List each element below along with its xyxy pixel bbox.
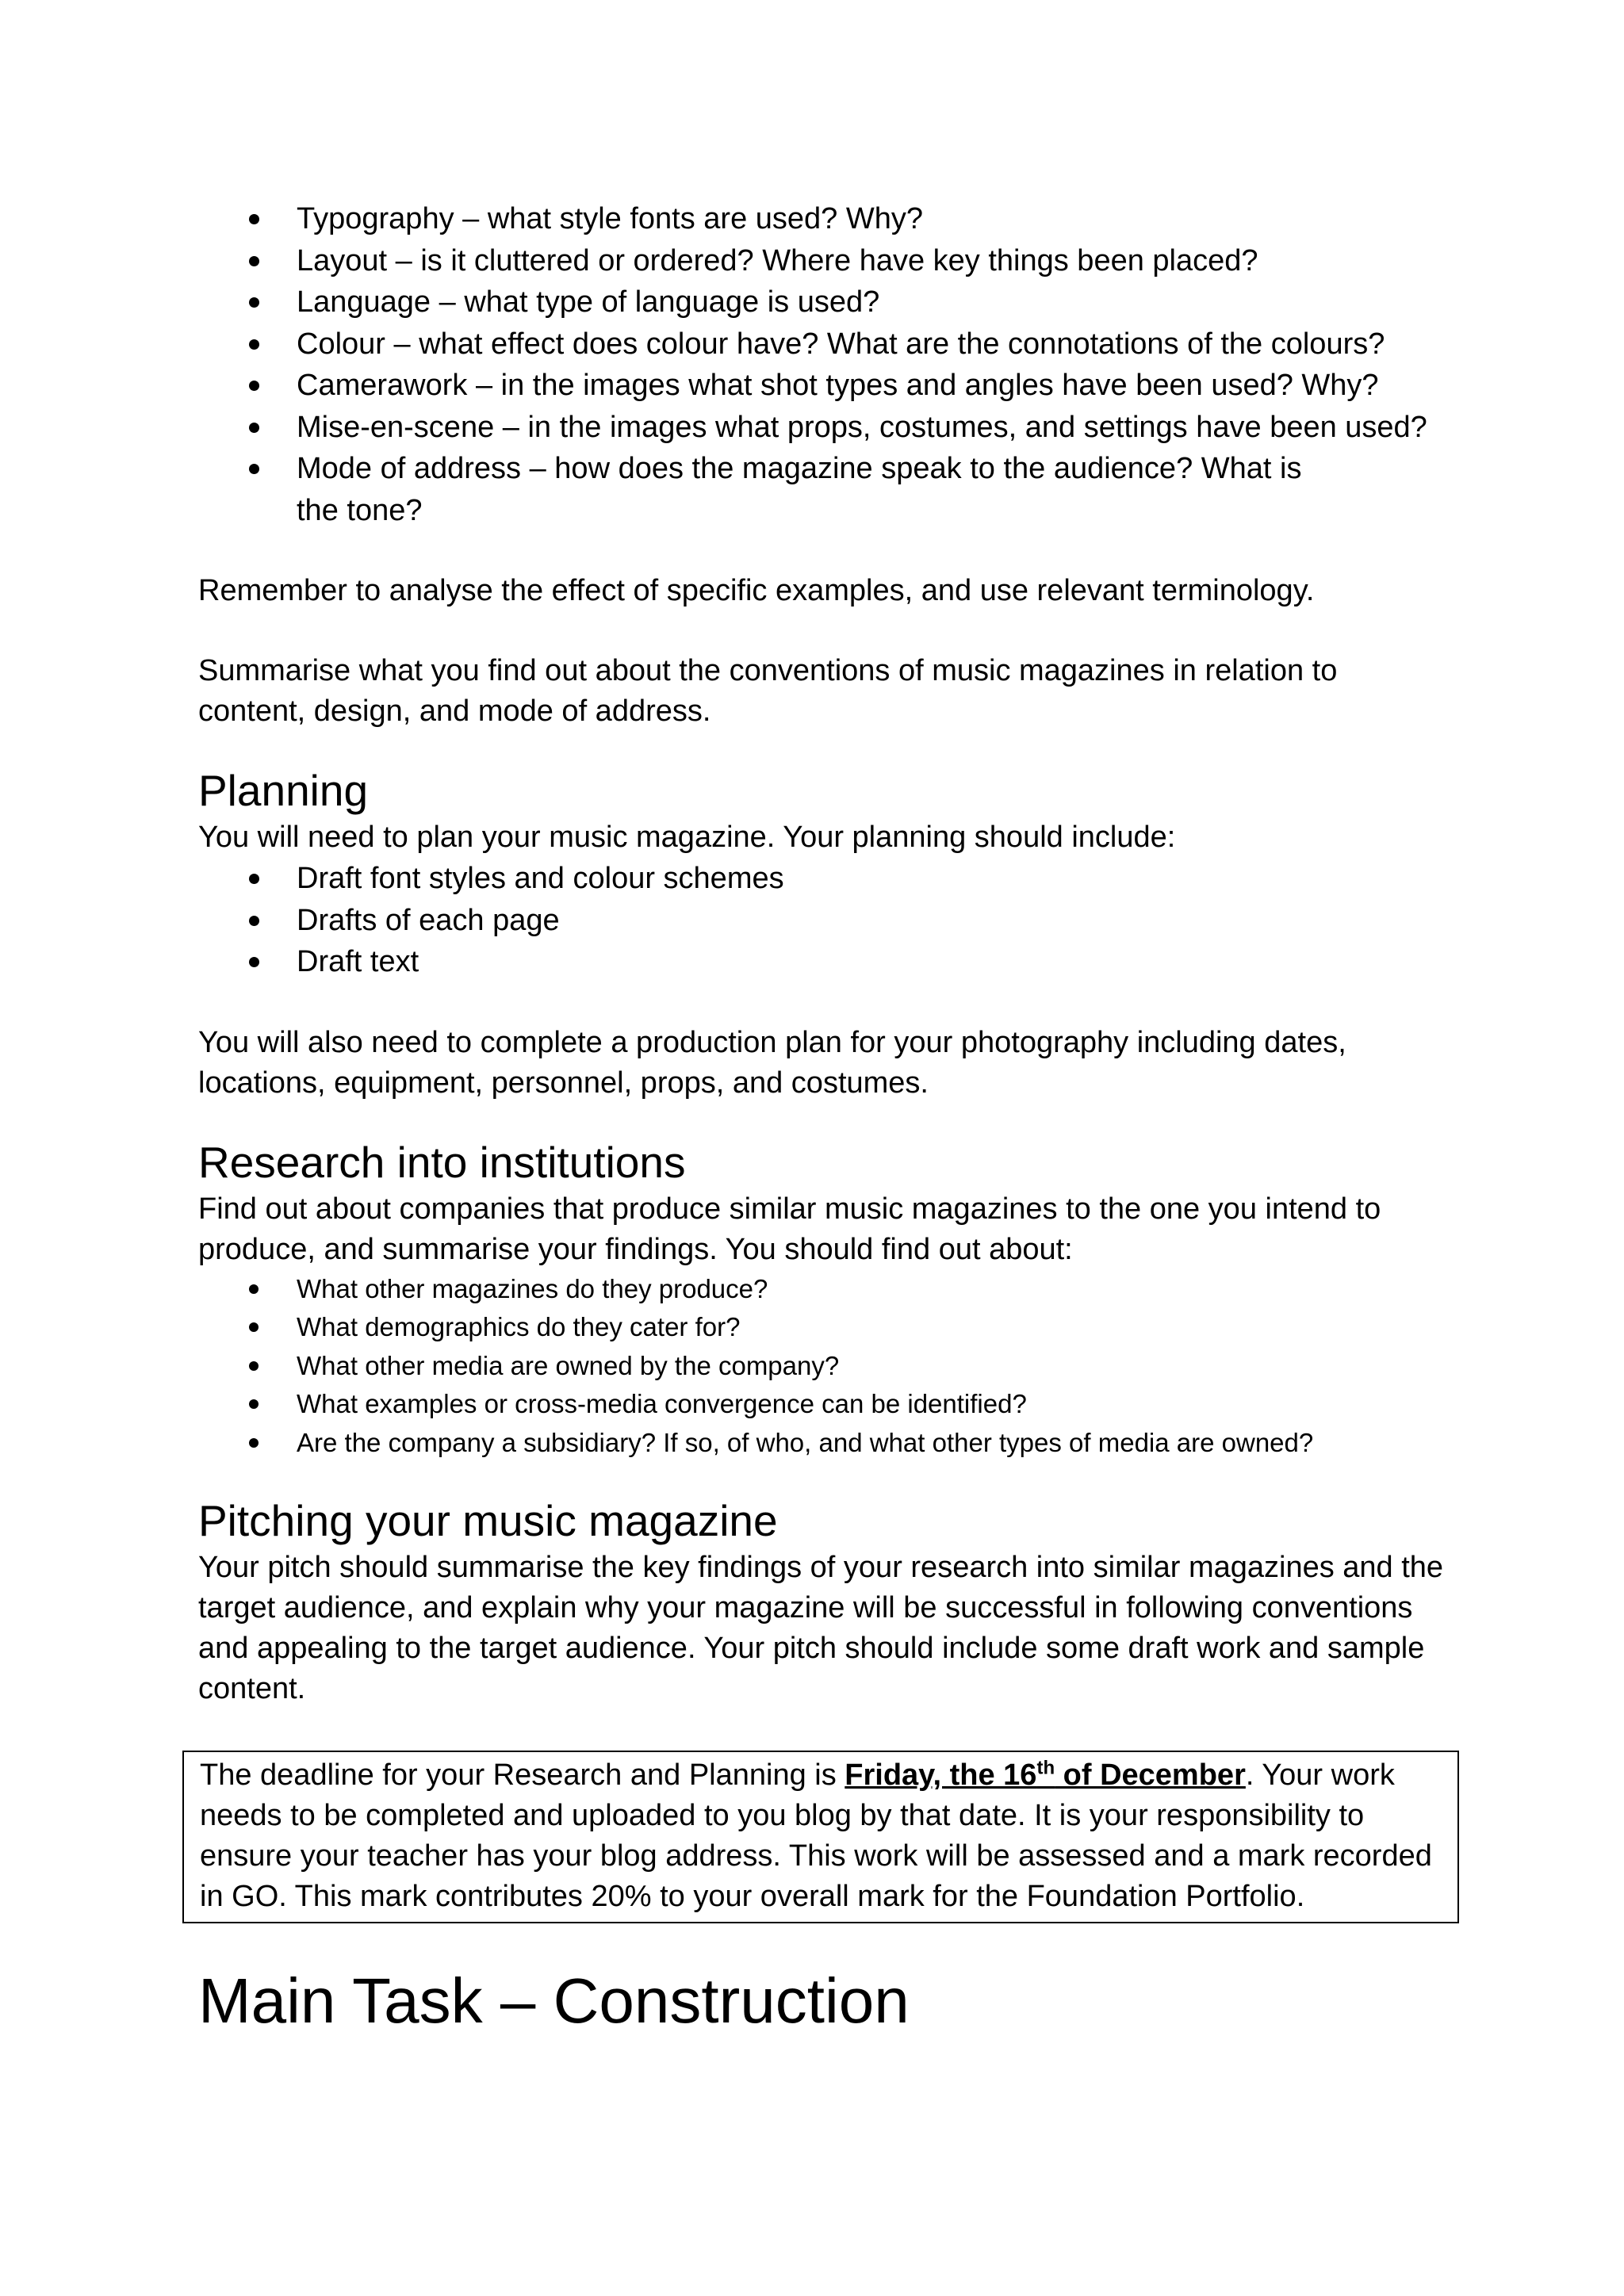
deadline-box — [182, 1751, 1459, 1923]
list-item: What other media are owned by the company? — [198, 1347, 1459, 1386]
planning-bullet-list — [198, 858, 1459, 983]
summarise-paragraph: Summarise what you find out about the conventions of music magazines in relation to content, design, and mode of address. — [198, 654, 1338, 728]
list-item: What other magazines do they produce? — [198, 1270, 1459, 1309]
bullet-icon — [249, 297, 259, 308]
bullet-icon — [249, 464, 259, 474]
pitching-paragraph: Your pitch should summarise the key findings of your research into similar magazines and the target audience, and explain why your magazine will be successful in following conventions and appealing to the target audience. Your pitch should include some draft work and sample content. — [198, 1551, 1444, 1705]
deadline-date: Friday, the 16th of December — [845, 1757, 1246, 1792]
list-item: Camerawork – in the images what shot types and angles have been used? Why? — [198, 365, 1459, 407]
list-item: Layout – is it cluttered or ordered? Where have key things been placed? — [198, 240, 1459, 282]
institutions-heading: Research into institutions — [198, 1137, 686, 1187]
list-item: Typography – what style fonts are used? Why? — [198, 198, 1459, 240]
list-item: What examples or cross-media convergence can be identified? — [198, 1385, 1459, 1424]
analysis-bullet-list — [198, 198, 1459, 531]
bullet-icon — [249, 1322, 259, 1332]
planning-heading: Planning — [198, 766, 369, 815]
bullet-icon — [249, 423, 259, 433]
list-item: Draft font styles and colour schemes — [198, 858, 1459, 900]
bullet-icon — [249, 1284, 259, 1294]
bullet-icon — [249, 1399, 259, 1409]
bullet-icon — [249, 916, 259, 926]
list-item: Are the company a subsidiary? If so, of who, and what other types of media are owned? — [198, 1424, 1459, 1463]
bullet-icon — [249, 381, 259, 391]
list-item: Colour – what effect does colour have? What are the connotations of the colours? — [198, 323, 1459, 365]
document-page — [198, 198, 1459, 2039]
bullet-icon — [249, 1438, 259, 1448]
planning-intro: You will need to plan your music magazine. Your planning should include: — [198, 821, 1176, 854]
bullet-icon — [249, 214, 259, 224]
bullet-icon — [249, 256, 259, 266]
bullet-icon — [249, 874, 259, 884]
list-item: Draft text — [198, 941, 1459, 983]
remember-paragraph: Remember to analyse the effect of specific examples, and use relevant terminology. — [198, 574, 1315, 607]
bullet-icon — [249, 957, 259, 967]
production-plan-paragraph: You will also need to complete a production plan for your photography including dates, locations, equipment, personnel, props, and costumes. — [198, 1025, 1346, 1100]
list-item: Mode of address – how does the magazine speak to the audience? What is the tone? — [198, 448, 1459, 531]
institutions-intro: Find out about companies that produce similar music magazines to the one you intend to produce, and summarise your findings. You should find out about: — [198, 1192, 1381, 1266]
deadline-paragraph: The deadline for your Research and Planning is Friday, the 16th of December. Your work needs to be completed and uploaded to you blog by that date. It is your responsibility to ensure your teacher has your blog address. This work will be assessed and a mark recorded in GO. This mark contributes 20% to your overall mark for the Foundation Portfolio. — [200, 1757, 1432, 1913]
bullet-icon — [249, 1361, 259, 1371]
list-item: Drafts of each page — [198, 900, 1459, 942]
institutions-bullet-list — [198, 1270, 1459, 1463]
list-item: What demographics do they cater for? — [198, 1308, 1459, 1347]
main-task-heading: Main Task – Construction — [198, 1965, 910, 2036]
pitching-heading: Pitching your music magazine — [198, 1496, 778, 1545]
bullet-icon — [249, 339, 259, 350]
list-item: Language – what type of language is used? — [198, 281, 1459, 323]
list-item: Mise-en-scene – in the images what props, costumes, and settings have been used? — [198, 407, 1459, 449]
